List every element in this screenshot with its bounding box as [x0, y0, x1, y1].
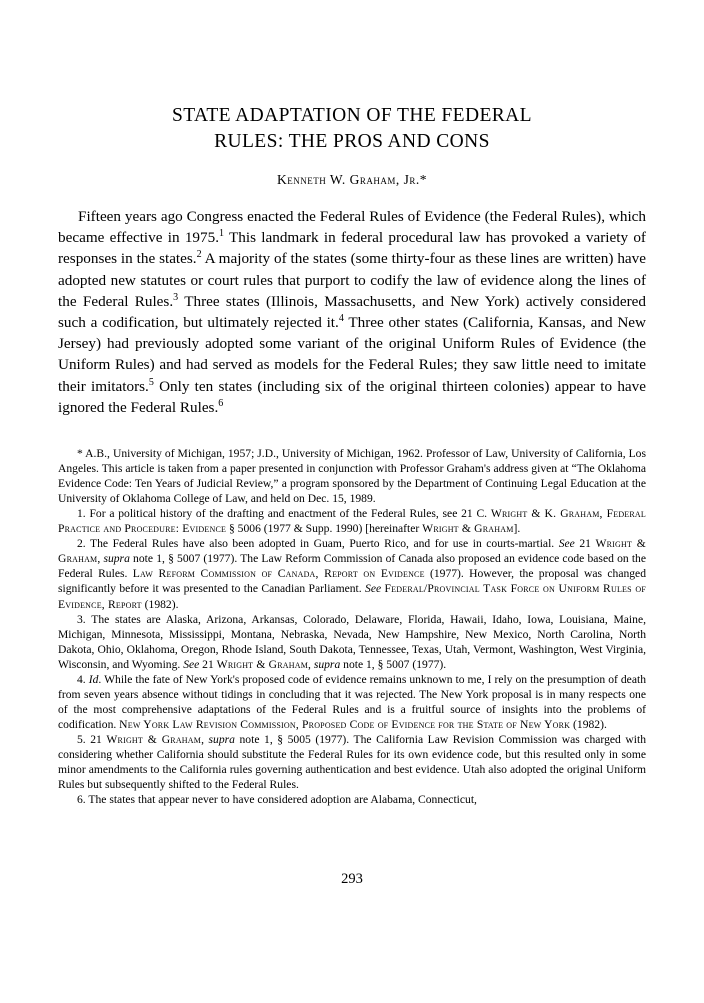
footnote-2: [58, 536, 646, 611]
footnote-ref-2[interactable]: 2: [196, 249, 202, 261]
citation-smallcaps: Wright & Graham: [106, 732, 202, 746]
footnote-marker: 5.: [77, 732, 86, 746]
signal-italic: Id: [88, 672, 99, 686]
citation-smallcaps: Wright & K. Graham, Federal Practice and Procedure: Evidence: [58, 507, 646, 536]
footnote-text: ,: [201, 732, 209, 746]
footnote-ref-1[interactable]: 1: [219, 228, 225, 240]
body-paragraph-1: [58, 206, 646, 418]
signal-italic: See: [183, 657, 200, 671]
footnote-marker: 2.: [77, 537, 86, 551]
footnote-text: ].: [513, 522, 521, 536]
footnote-text: (1982).: [570, 717, 607, 731]
title-line-1: STATE ADAPTATION OF THE FEDERAL: [172, 105, 532, 126]
footnote-text: ,: [97, 552, 104, 566]
body-segment: This landmark in federal procedural law has provoked a variety of responses in the states.: [58, 229, 646, 268]
footnote-star: [58, 446, 646, 506]
footnote-4: [58, 672, 646, 732]
citation-smallcaps: Wright & Graham: [58, 537, 647, 566]
body-segment: Three other states (California, Kansas, and New Jersey) had previously adopted some variant of the original Uniform Rules of Evidence (the Uniform Rules) and had served as models for the Federal Rules; they saw little need to imitate their imitators.: [58, 314, 646, 395]
signal-italic: See: [558, 537, 575, 551]
footnote-text: For a political history of the drafting and enactment of the Federal Rules, see 21 C.: [85, 507, 491, 521]
footnote-text: . While the fate of New York's proposed code of evidence remains unknown to me, I rely on the presumption of death from seven years absence without tidings in concluding that it was rejected. The New York proposal is in many respects one of the most comprehensive adaptations of the Federal Rules and is a fruitful source of insights into the problems of codification.: [58, 672, 646, 731]
footnote-text: § 5006 (1977 & Supp. 1990) [hereinafter: [226, 522, 423, 536]
body-segment: Fifteen years ago Congress enacted the Federal Rules of Evidence (the Federal Rules), which became effective in 1975.: [58, 208, 646, 247]
footnote-6: [58, 792, 646, 807]
footnote-marker: *: [77, 447, 83, 461]
footnote-text: (1982).: [141, 597, 179, 611]
footnotes-section: [58, 446, 646, 807]
footnote-ref-6[interactable]: 6: [218, 397, 224, 409]
footnote-marker: 3.: [77, 612, 86, 626]
footnote-text: note 1, § 5007 (1977). The Law Reform Commission of Canada also proposed an evidence code based on the Federal Rules.: [58, 552, 647, 581]
footnote-ref-3[interactable]: 3: [173, 291, 179, 303]
footnote-text: A.B., University of Michigan, 1957; J.D., University of Michigan, 1962. Professor of Law, University of California, Los Angeles. This article is taken from a paper presented in conjunction with Professor Graham's address given at “The Oklahoma Evidence Code: Ten Years of Judicial Review,” a program sponsored by the Department of Continuing Legal Education at the University of Oklahoma College of Law, and held on Dec. 15, 1989.: [58, 447, 646, 506]
footnote-text: The Federal Rules have also been adopted in Guam, Puerto Rico, and for use in courts-martial.: [85, 537, 559, 551]
signal-italic: supra: [313, 657, 341, 671]
page-content: [58, 0, 646, 807]
title-line-2: RULES: THE PROS AND CONS: [214, 131, 490, 152]
footnote-text: (1977). However, the proposal was changed significantly before it was presented to the Canadian Parliament.: [58, 567, 646, 596]
page-number: 293: [341, 871, 363, 887]
author-byline: Kenneth W. Graham, Jr.*: [276, 172, 427, 187]
footnote-text: The states are Alaska, Arizona, Arkansas, Colorado, Delaware, Florida, Hawaii, Idaho, Iowa, Louisiana, Maine, Michigan, Minnesota, Mississippi, Montana, Nebraska, Nevada, New Hampshire, New Mexico, North Carolina, North Dakota, Ohio, Oklahoma, Oregon, Rhode Island, South Dakota, Tennessee, Texas, Utah, Vermont, Washington, West Virginia, Wisconsin, and Wyoming.: [58, 612, 646, 671]
body-segment: Three states (Illinois, Massachusetts, and New York) actively considered such a codification, but ultimately rejected it.: [58, 292, 646, 332]
signal-italic: See: [365, 582, 382, 596]
footnote-text: 21: [199, 657, 217, 671]
footnote-1: [58, 506, 646, 536]
footnote-text: ,: [308, 657, 314, 671]
signal-italic: supra: [208, 732, 235, 746]
footnote-text: 21: [574, 537, 596, 551]
body-segment: A majority of the states (some thirty-four as these lines are written) have adopted new statutes or court rules that purport to codify the law of evidence along the lines of the Federal Rules.: [58, 250, 646, 310]
footnote-3: [58, 612, 646, 672]
footnote-text: The states that appear never to have considered adoption are Alabama, Connecticut,: [85, 793, 477, 807]
citation-smallcaps: Federal/Provincial Task Force on Uniform Rules of Evidence, Report: [58, 582, 646, 611]
footnote-marker: 6.: [77, 793, 86, 807]
body-segment: Only ten states (including six of the original thirteen colonies) appear to have ignored the Federal Rules.: [58, 377, 646, 416]
signal-italic: supra: [103, 552, 130, 566]
citation-smallcaps: New York Law Revision Commission, Proposed Code of Evidence for the State of New York: [119, 717, 571, 731]
footnote-ref-4[interactable]: 4: [338, 312, 344, 324]
footnote-text: note 1, § 5007 (1977).: [340, 657, 447, 671]
footnote-5: [58, 732, 646, 792]
page-title: [58, 103, 646, 155]
footnote-text: 21: [85, 732, 107, 746]
citation-smallcaps: Wright & Graham: [216, 657, 309, 671]
citation-smallcaps: Wright & Graham: [422, 522, 514, 536]
footnote-text: note 1, § 5005 (1977). The California Law Revision Commission was charged with considering whether California should substitute the Federal Rules for its own evidence code, but this resulted only in some minor amendments to the California rules governing authentication and best evidence. Utah also adopted the original Uniform Rules but subsequently shifted to the Federal Rules.: [58, 732, 646, 792]
citation-smallcaps: Law Reform Commission of Canada, Report on Evidence: [132, 567, 425, 581]
footnote-marker: 1.: [77, 507, 86, 521]
footnote-ref-5[interactable]: 5: [148, 376, 154, 388]
footnote-marker: 4.: [77, 672, 86, 686]
